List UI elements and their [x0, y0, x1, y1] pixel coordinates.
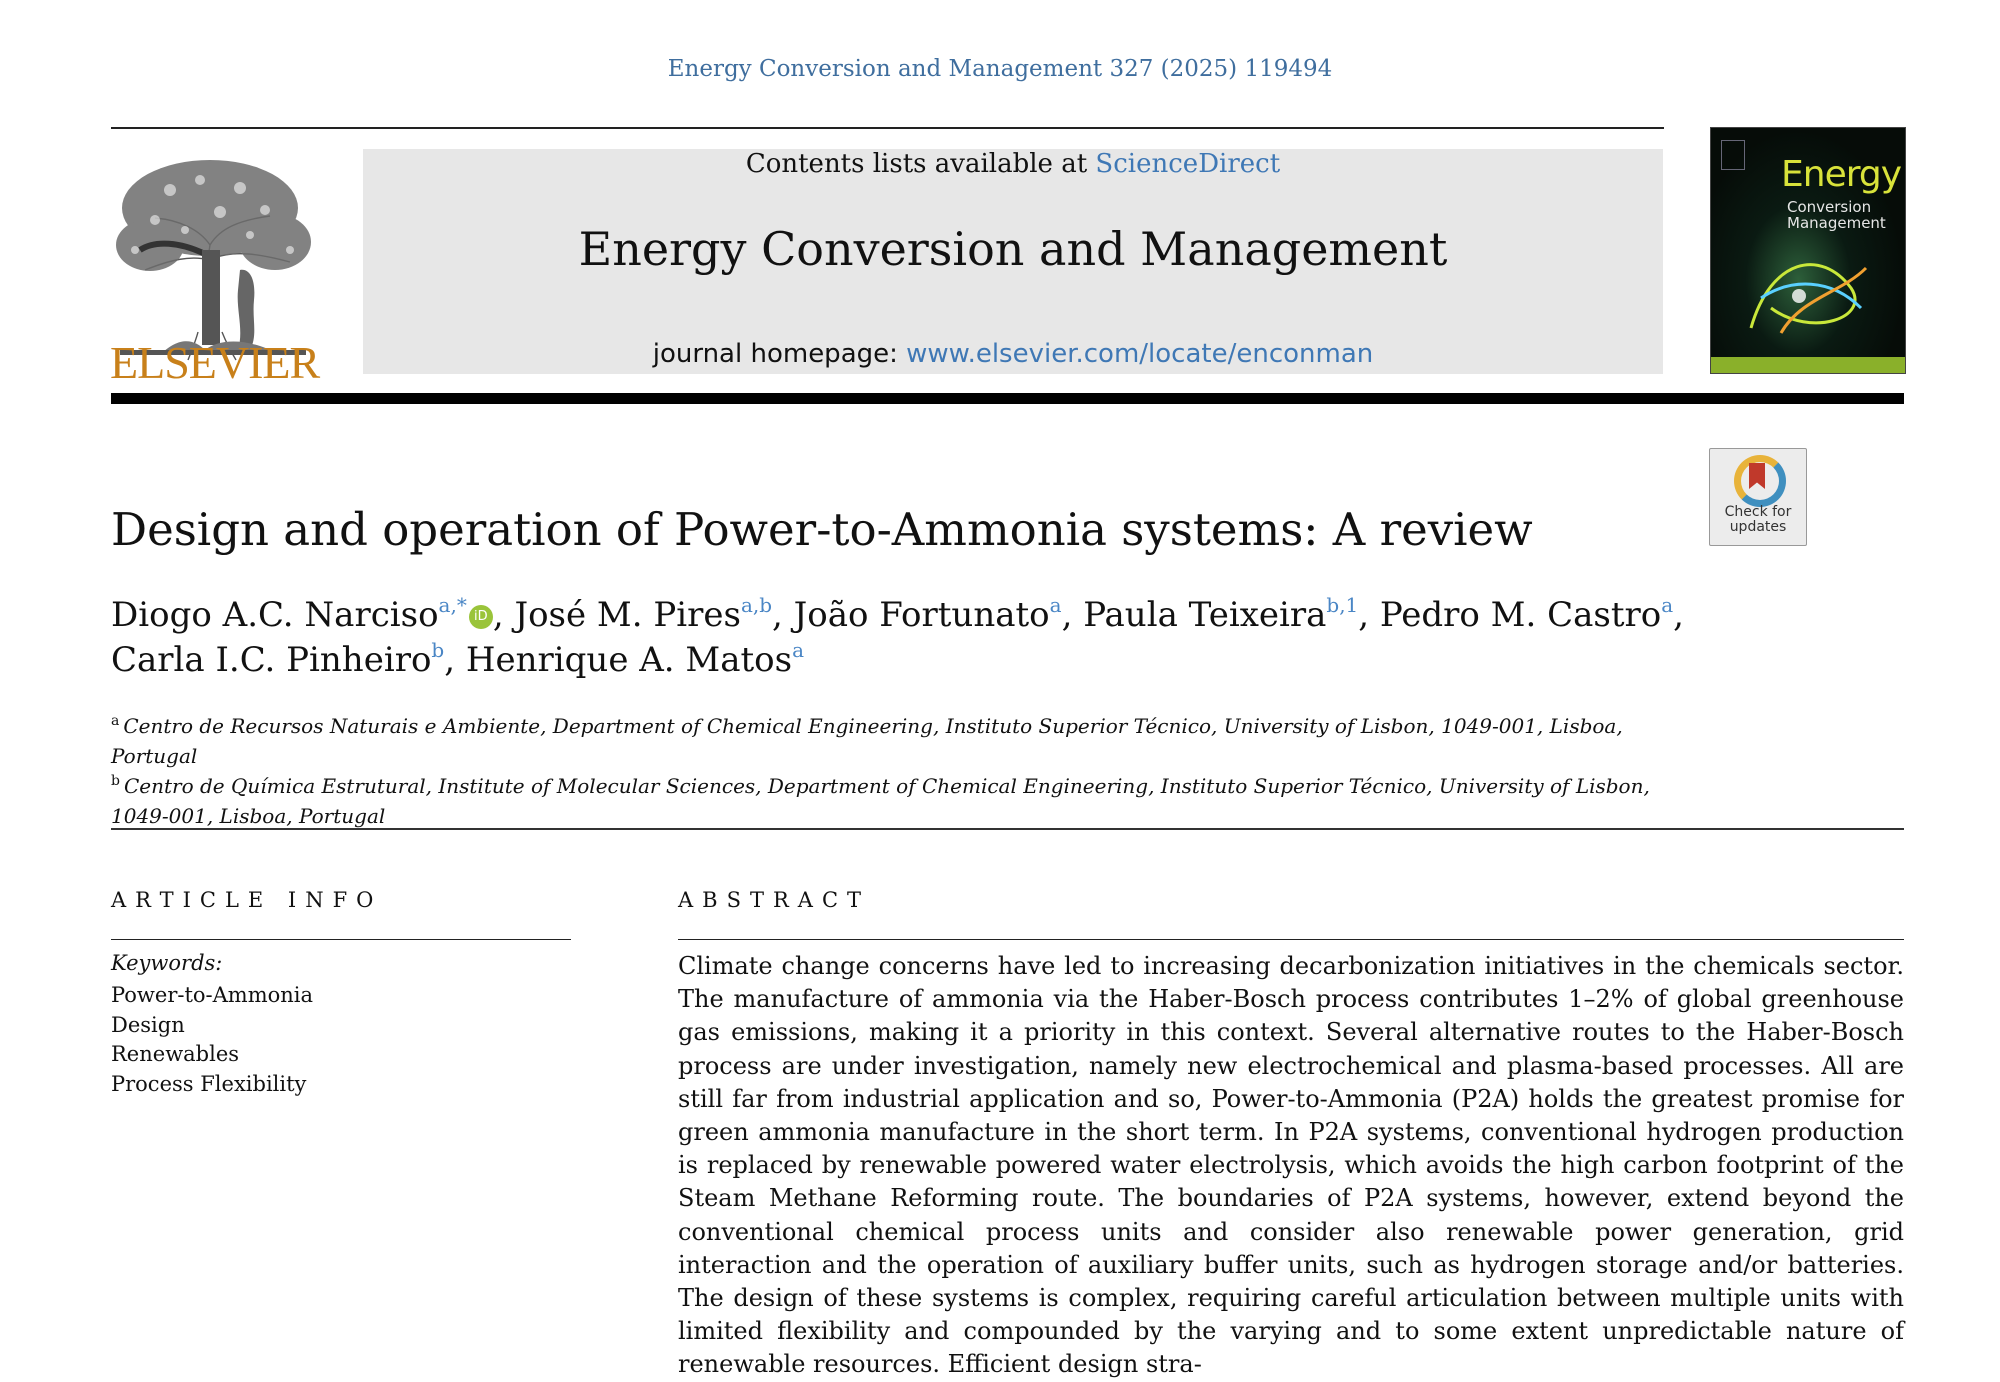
contents-prefix: Contents lists available at [745, 149, 1096, 179]
keyword-item: Process Flexibility [111, 1071, 307, 1096]
author-affiliation-mark[interactable]: a [1049, 593, 1062, 617]
check-updates-line2: updates [1729, 519, 1787, 535]
sciencedirect-link[interactable]: ScienceDirect [1095, 149, 1281, 179]
author-name[interactable]: Pedro M. Castro [1379, 595, 1662, 635]
cover-title-big: Energy [1781, 154, 1902, 195]
homepage-prefix: journal homepage: [652, 339, 907, 369]
affiliation-list [111, 711, 1671, 831]
author-list: Diogo A.C. Narciso$^{a,*}$ iD , José M. Pires$^{a,b}$, João Fortunato$^a$, Paula Teixeira$^{b,1}$, Pedro M. Castro$^a$, Carla I.C. Pinheiro$^b$, Henrique A. Matos$^a$ [111, 593, 1684, 680]
author-affiliation-mark[interactable]: a [1661, 593, 1674, 617]
cover-title-line2: Management [1787, 214, 1886, 232]
affiliation-mark: b [111, 773, 120, 789]
check-updates-line1: Check for [1724, 504, 1792, 520]
affiliation-item [111, 771, 1671, 831]
keyword-item: Renewables [111, 1042, 240, 1066]
article-info-rule [111, 939, 571, 940]
author-affiliation-mark[interactable]: b,1 [1326, 593, 1359, 617]
journal-reference[interactable]: Energy Conversion and Management 327 (2025) 119494 [667, 56, 1333, 82]
author-name[interactable]: Paula Teixeira [1083, 595, 1327, 635]
check-updates-label[interactable] [1709, 505, 1807, 535]
affiliation-mark: a [111, 713, 120, 729]
top-divider [111, 127, 1664, 129]
keyword-list [111, 981, 313, 1099]
homepage-link[interactable]: www.elsevier.com/locate/enconman [906, 339, 1374, 369]
cover-publisher-icon [1721, 140, 1745, 170]
abstract-text: Climate change concerns have led to increasing decarbonization initiatives in the chemicals sector. The manufacture of ammonia via the Haber-Bosch process contributes 1–2% of global greenhouse gas emissions, making it a priority in this context. Several alternative routes to the Haber-Bosch process are under investigation, namely new electrochemical and plasma-based processes. All are still far from industrial application and so, Power-to-Ammonia (P2A) holds the greatest promise for green ammonia manufacture in the short term. In P2A systems, conventional hydrogen production is replaced by renewable powered water electrolysis, which avoids the high carbon footprint of the Steam Methane Reforming route. The boundaries of P2A systems, however, extend beyond the conventional chemical process units and consider also renewable power generation, grid interaction and the operation of auxiliary buffer units, such as hydrogen storage and/or batteries. The design of these systems is complex, requiring careful articulation between multiple units with limited flexibility and compounded by the varying and to some extent unpredictable nature of renewable resources. Efficient design stra- [678, 952, 1904, 1379]
abstract-rule [678, 939, 1904, 940]
keyword-item: Power-to-Ammonia [111, 983, 314, 1007]
article-title: Design and operation of Power-to-Ammonia systems: A review [111, 503, 1533, 556]
keyword-item: Design [111, 1012, 185, 1037]
author-name[interactable]: José M. Pires [514, 595, 741, 635]
author-name[interactable]: Carla I.C. Pinheiro [111, 640, 432, 680]
contents-line [363, 149, 1663, 179]
author-name[interactable]: Diogo A.C. Narciso [111, 595, 439, 635]
author-name[interactable]: João Fortunato [793, 595, 1050, 635]
journal-title: Energy Conversion and Management [578, 222, 1448, 276]
section-divider [111, 828, 1904, 830]
affiliation-item [111, 711, 1671, 771]
homepage-line [363, 339, 1663, 369]
journal-cover-thumbnail[interactable] [1710, 127, 1906, 374]
header-thick-rule [111, 393, 1904, 404]
author-affiliation-mark[interactable]: a,* [438, 593, 467, 617]
elsevier-wordmark: ELSEVIER [110, 337, 320, 388]
cover-bottom-strip [1711, 357, 1905, 373]
cover-light-swirl-icon [1731, 238, 1881, 348]
keywords-label: Keywords: [111, 951, 223, 975]
cover-title-line1: Conversion [1787, 198, 1872, 216]
author-name[interactable]: Henrique A. Matos [465, 640, 793, 680]
author-affiliation-mark[interactable]: a,b [740, 593, 773, 617]
article-info-heading: ARTICLE INFO [111, 888, 383, 912]
affiliation-text: Centro de Química Estrutural, Institute of Molecular Sciences, Department of Chemical Engineering, Instituto Superior Técnico, University of Lisbon, 1049-001, Lisboa, Portugal [111, 774, 1650, 828]
author-affiliation-mark[interactable]: b [431, 638, 445, 662]
abstract-heading: ABSTRACT [678, 888, 871, 912]
orcid-icon[interactable]: iD [469, 605, 493, 629]
affiliation-text: Centro de Recursos Naturais e Ambiente, Department of Chemical Engineering, Instituto Superior Técnico, University of Lisbon, 1049-001, Lisboa, Portugal [111, 714, 1623, 768]
author-affiliation-mark[interactable]: a [792, 638, 805, 662]
